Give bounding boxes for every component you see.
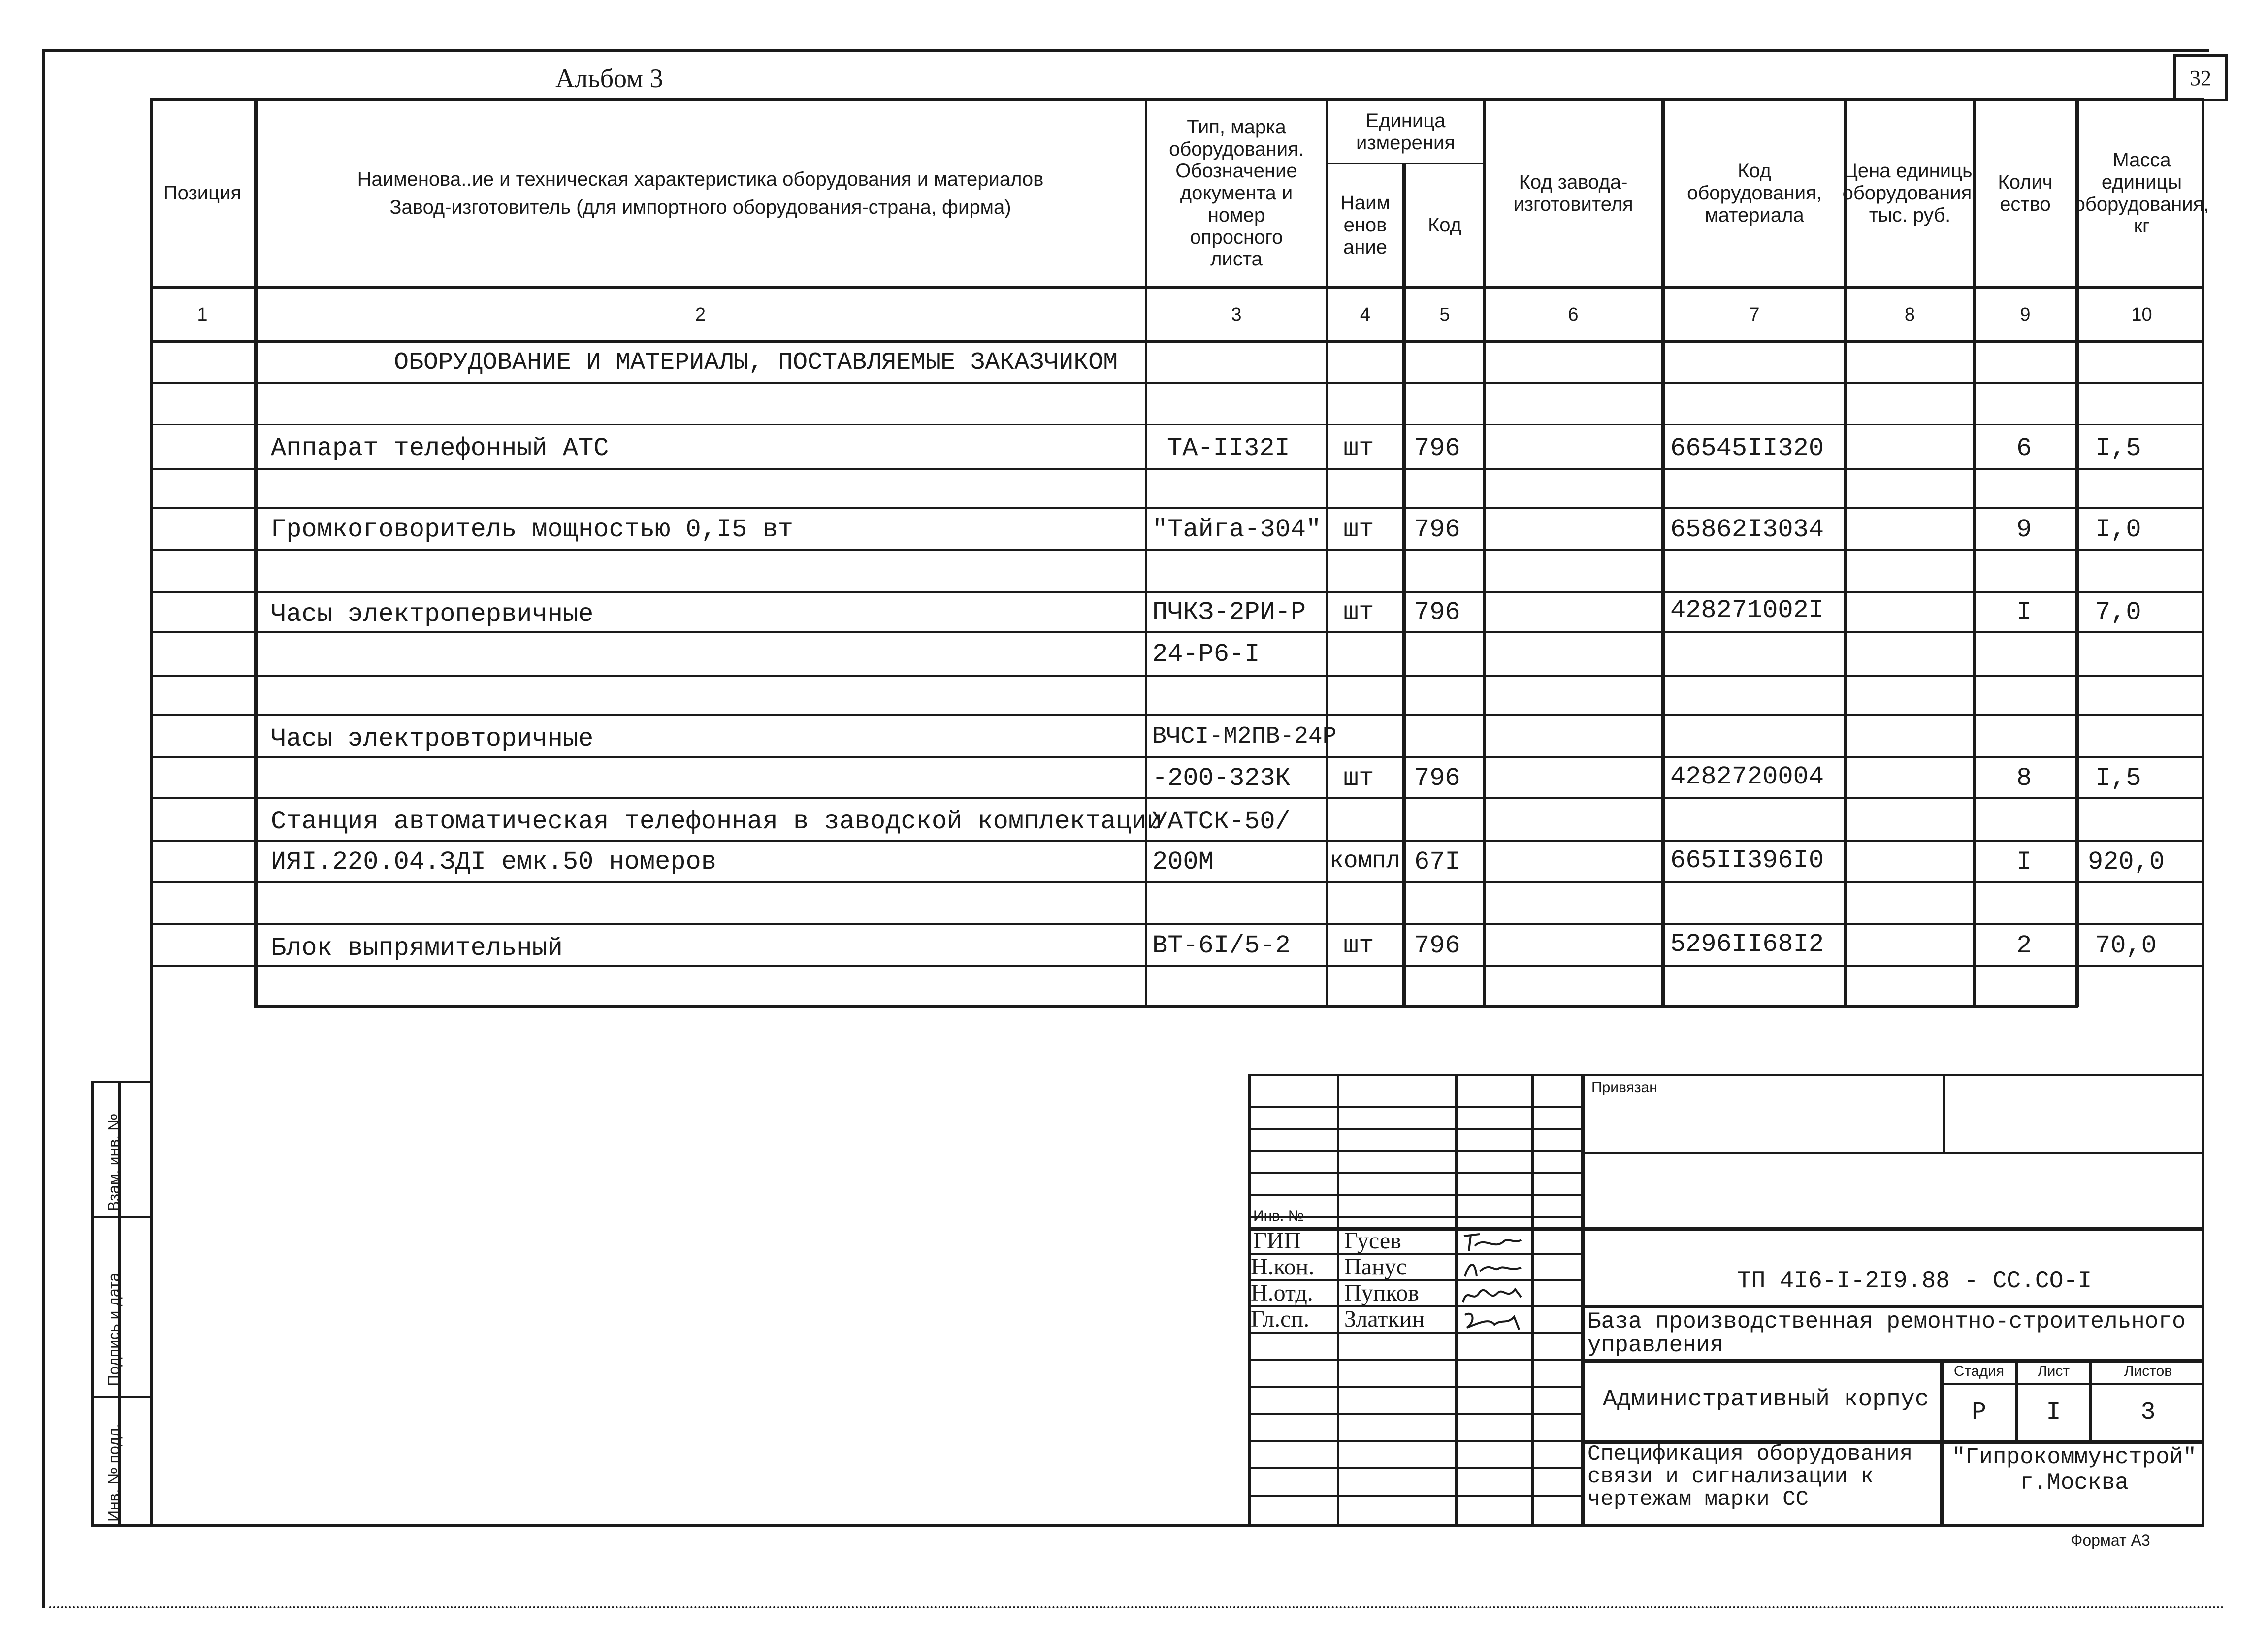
row-line-1 xyxy=(150,382,2204,384)
row5-qty: I xyxy=(2016,847,2032,877)
colnum-3: 3 xyxy=(1231,304,1242,325)
building-name: Административный корпус xyxy=(1603,1386,1929,1413)
row2-code: 796 xyxy=(1414,515,1460,544)
row4-code: 796 xyxy=(1414,764,1460,793)
row3-type-line2: 24-Р6-I xyxy=(1152,640,1260,669)
row4-equip-code: 4282720004 xyxy=(1670,762,1824,791)
header-equipment-code: Код оборудования, материала xyxy=(1687,160,1822,226)
row5-type: УАТСК-50/ xyxy=(1152,807,1291,836)
colnum-2: 2 xyxy=(695,304,706,325)
row2-name: Громкоговоритель мощностью 0,I5 вт xyxy=(271,515,793,544)
header-bottom-line xyxy=(150,286,2204,289)
side-strip-line-1 xyxy=(91,1216,153,1218)
row3-type: ПЧКЗ-2РИ-Р xyxy=(1152,598,1306,627)
header-factory-code: Код завода-изготовителя xyxy=(1513,171,1633,215)
role-nkon: Н.кон. xyxy=(1251,1254,1315,1280)
doc-title: Спецификация оборудования связи и сигнализации к чертежам марки СС xyxy=(1588,1442,1913,1512)
header-name-line1: Наименова..ие и техническая характеристика оборудования и материалов xyxy=(357,168,1044,190)
row-line-6 xyxy=(150,591,2204,593)
row-line-3 xyxy=(150,468,2204,470)
header-position: Позиция xyxy=(163,182,242,204)
tb-vline-3 xyxy=(1531,1074,1534,1527)
sheet-number: 32 xyxy=(2190,65,2211,90)
row1-equip-code: 66545II320 xyxy=(1670,434,1824,463)
project-title: База производственная ремонтно-строительного управления xyxy=(1588,1309,2186,1359)
row1-code: 796 xyxy=(1414,434,1460,463)
stage-value: Р xyxy=(1971,1398,1986,1427)
tb-grid-line-12 xyxy=(1248,1359,1581,1361)
row1-name: Аппарат телефонный АТС xyxy=(271,434,609,463)
signature-pupkov xyxy=(1460,1282,1524,1307)
row-line-13 xyxy=(150,881,2204,883)
tb-vline-4 xyxy=(1581,1074,1585,1527)
outer-frame-bottom xyxy=(49,1606,2226,1608)
privyazan-label: Привязан xyxy=(1591,1079,1657,1096)
row-line-8 xyxy=(150,675,2204,677)
row6-code: 796 xyxy=(1414,931,1460,960)
row1-unit: шт xyxy=(1343,434,1374,463)
row5-name: Станция автоматическая телефонная в заводской комплектации xyxy=(271,807,1162,836)
row2-unit: шт xyxy=(1343,515,1374,544)
row-line-11 xyxy=(150,797,2204,799)
row4-type-line2: -200-323К xyxy=(1152,764,1291,793)
header-unit-price: Цена единицы оборудования, тыс. руб. xyxy=(1842,160,1977,226)
outer-frame-left xyxy=(42,49,45,1608)
side-label-signature-date: Подпись и дата xyxy=(105,1272,123,1386)
header-type: Тип, марка оборудования. Обозначение документа и номер опросного листа xyxy=(1169,116,1304,270)
sheet-label: Лист xyxy=(2037,1363,2070,1380)
row-line-14 xyxy=(150,923,2204,925)
row-line-12 xyxy=(150,840,2204,842)
tb-vline-2 xyxy=(1455,1074,1458,1527)
tb-grid-line-1 xyxy=(1248,1106,1581,1108)
side-label-replace-inv: Взам. инв. № xyxy=(105,1113,123,1211)
inv-no-label: Инв. № xyxy=(1253,1208,1304,1224)
sheet-number-box xyxy=(2173,54,2228,101)
tb-grid-line-16 xyxy=(1248,1467,1581,1469)
colnum-10: 10 xyxy=(2131,304,2152,325)
side-label-inv-original: Инв. № подл. xyxy=(105,1423,123,1522)
sheet-value: I xyxy=(2046,1398,2061,1427)
album-label: Альбом 3 xyxy=(555,64,663,93)
header-quantity: Количество xyxy=(1998,171,2053,215)
org-city: г.Москва xyxy=(2020,1469,2129,1496)
org-name: "Гипрокоммунстрой" xyxy=(1952,1444,2197,1470)
row5-name-line2: ИЯI.220.04.ЗДI емк.50 номеров xyxy=(271,847,716,877)
row-line-4 xyxy=(150,507,2204,509)
stage-label: Стадия xyxy=(1953,1363,2005,1380)
row1-type: ТА-II32I xyxy=(1167,434,1290,463)
role-notd: Н.отд. xyxy=(1251,1280,1313,1306)
row-line-2 xyxy=(150,424,2204,425)
row4-type: ВЧСI-М2ПВ-24Р xyxy=(1152,723,1337,750)
colnum-1: 1 xyxy=(197,304,208,325)
colnum-6: 6 xyxy=(1568,304,1579,325)
header-unit-group: Единица измерения xyxy=(1356,109,1455,154)
tb-grid-line-4 xyxy=(1248,1172,1581,1174)
col-line-6 xyxy=(1661,98,1665,1007)
sheets-label: Листов xyxy=(2124,1363,2172,1380)
col-line-4 xyxy=(1402,163,1406,1007)
role-glsp-name: Златкин xyxy=(1344,1306,1425,1332)
colnum-5: 5 xyxy=(1439,304,1450,325)
row5-equip-code: 665II396I0 xyxy=(1670,846,1824,875)
outer-frame-top xyxy=(42,49,2209,52)
role-gip: ГИП xyxy=(1253,1228,1301,1254)
tb-grid-line-14 xyxy=(1248,1413,1581,1415)
header-name-line2: Завод-изготовитель (для импортного оборудования-страна, фирма) xyxy=(389,196,1011,218)
tb-grid-line-11 xyxy=(1248,1332,1581,1334)
table-bottom-line xyxy=(254,1005,2078,1008)
row2-qty: 9 xyxy=(2016,515,2032,544)
row6-equip-code: 5296II68I2 xyxy=(1670,930,1824,959)
colnum-8: 8 xyxy=(1904,304,1915,325)
role-nkon-name: Панус xyxy=(1344,1254,1407,1280)
header-name xyxy=(256,101,1145,286)
tb-grid-line-3 xyxy=(1248,1150,1581,1152)
row2-mass: I,0 xyxy=(2095,515,2141,544)
row4-qty: 8 xyxy=(2016,764,2032,793)
role-gip-name: Гусев xyxy=(1344,1228,1401,1254)
row-line-15 xyxy=(150,965,2204,967)
row3-unit: шт xyxy=(1343,598,1374,627)
row3-code: 796 xyxy=(1414,598,1460,627)
colnum-7: 7 xyxy=(1749,304,1760,325)
row3-name: Часы электропервичные xyxy=(271,600,594,629)
row5-type-line2: 200М xyxy=(1152,847,1214,877)
row6-type: ВТ-6I/5-2 xyxy=(1152,931,1291,960)
row5-unit: компл xyxy=(1329,848,1401,875)
colnum-9: 9 xyxy=(2020,304,2031,325)
tb-grid-line-2 xyxy=(1248,1128,1581,1130)
row3-qty: I xyxy=(2016,598,2032,627)
header-unit-name: Наименование xyxy=(1340,192,1390,258)
row4-mass: I,5 xyxy=(2095,764,2141,793)
row6-mass: 70,0 xyxy=(2095,931,2157,960)
signature-gusev xyxy=(1460,1231,1524,1255)
role-notd-name: Пупков xyxy=(1344,1280,1419,1306)
row3-mass: 7,0 xyxy=(2095,598,2141,627)
role-glsp: Гл.сп. xyxy=(1251,1306,1310,1332)
row4-name: Часы электровторичные xyxy=(271,724,594,753)
colnum-4: 4 xyxy=(1360,304,1371,325)
row3-equip-code: 428271002I xyxy=(1670,596,1824,625)
row6-qty: 2 xyxy=(2016,931,2032,960)
section-title: ОБОРУДОВАНИЕ И МАТЕРИАЛЫ, ПОСТАВЛЯЕМЫЕ ЗАКАЗЧИКОМ xyxy=(394,349,1118,377)
row-line-7 xyxy=(150,631,2204,633)
tb-privyazan-divider xyxy=(1943,1074,1945,1152)
row2-type: "Тайга-304" xyxy=(1152,515,1322,544)
row1-qty: 6 xyxy=(2016,434,2032,463)
row-line-9 xyxy=(150,714,2204,716)
row5-code: 67I xyxy=(1414,847,1460,877)
doc-code: ТП 4I6-I-2I9.88 - СС.СО-I xyxy=(1737,1268,2092,1295)
org-block xyxy=(1944,1443,2204,1524)
row1-mass: I,5 xyxy=(2095,434,2141,463)
row6-unit: шт xyxy=(1343,931,1374,960)
row-line-5 xyxy=(150,549,2204,551)
code-block-top xyxy=(1402,340,2077,343)
tb-right-line-1 xyxy=(1581,1152,2204,1154)
row2-equip-code: 65862I3034 xyxy=(1670,515,1824,544)
row5-mass: 920,0 xyxy=(2088,847,2165,877)
signature-panus xyxy=(1460,1257,1524,1280)
sheets-value: 3 xyxy=(2140,1398,2156,1427)
header-unit-code: Код xyxy=(1427,214,1461,236)
tb-right-line-2 xyxy=(1581,1305,2204,1308)
format-label: Формат А3 xyxy=(2071,1531,2150,1549)
tb-grid-line-13 xyxy=(1248,1386,1581,1388)
tb-grid-line-17 xyxy=(1248,1495,1581,1497)
signature-zlatkin xyxy=(1460,1308,1524,1333)
row-line-10 xyxy=(150,756,2204,758)
row6-name: Блок выпрямительный xyxy=(271,934,563,963)
tb-grid-line-15 xyxy=(1248,1440,1581,1442)
row4-unit: шт xyxy=(1343,764,1374,793)
side-strip-line-2 xyxy=(91,1396,153,1398)
tb-vline-1 xyxy=(1337,1074,1339,1527)
tb-grid-line-5 xyxy=(1248,1194,1581,1196)
header-mass: Масса единицы оборудования, кг xyxy=(2074,149,2209,237)
